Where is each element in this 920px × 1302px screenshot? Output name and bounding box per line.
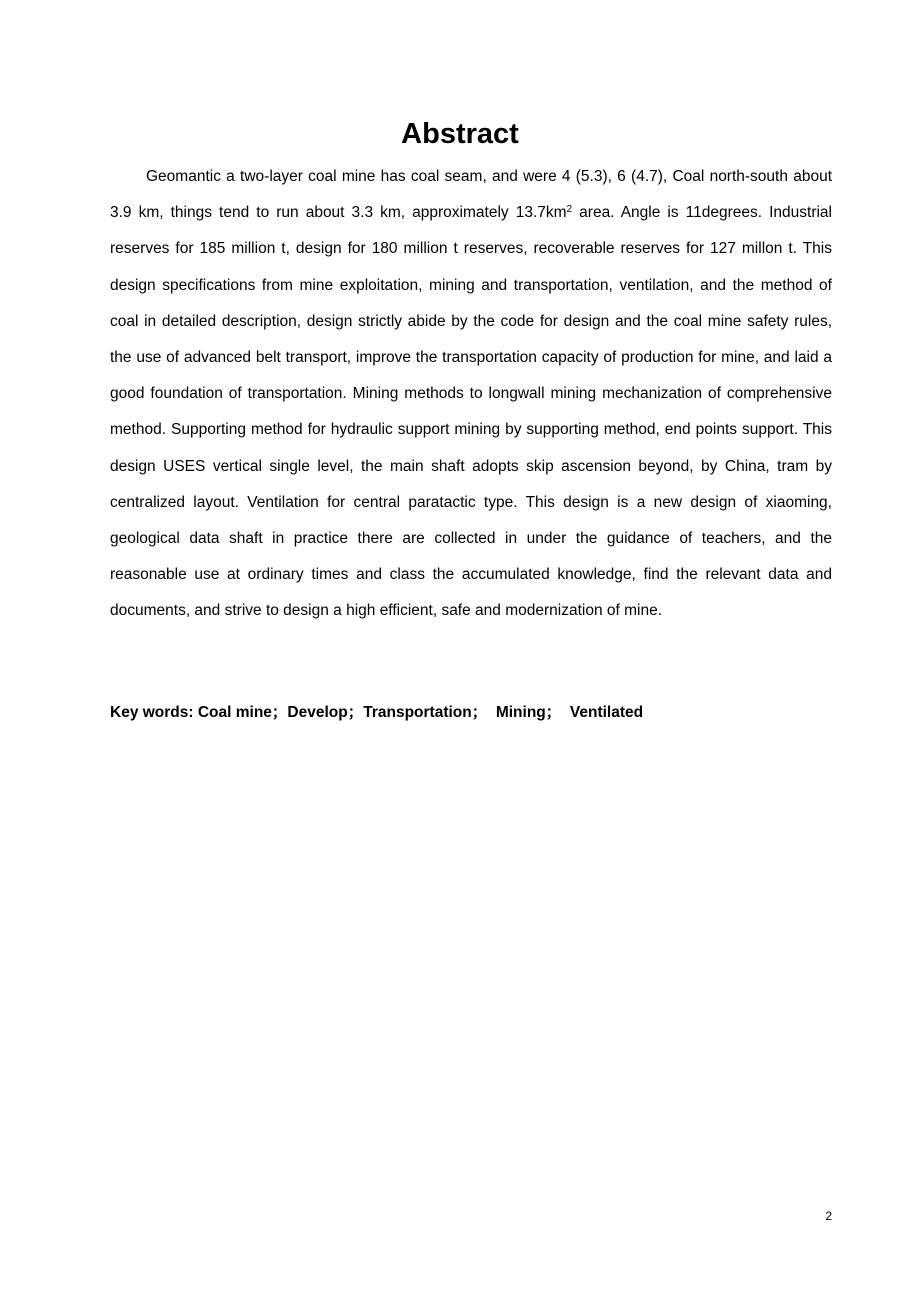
page-title: Abstract [401,118,519,150]
abstract-text-part1: Geomantic a two-layer coal mine has coal seam, and were 4 (5.3), 6 (4.7), Coal north-south about 3.9 km, things tend to run about 3.3 km, approximately 13.7km [110,168,832,222]
abstract-body [110,159,832,630]
area-unit-superscript: 2 [566,204,573,216]
page-number: 2 [825,1209,832,1223]
abstract-text-part2: area. Angle is 11degrees. Industrial reserves for 185 million t, design for 180 million t reserves, recoverable reserves for 127 millon t. This design specifications from mine exploitation, mining and transportation, ventilation, and the method of coal in detailed description, design strictly abide by the code for design and the coal mine safety rules, the use of advanced belt transport, improve the transportation capacity of production for mine, and laid a good foundation of transportation. Mining methods to longwall mining mechanization of comprehensive method. Supporting method for hydraulic support mining by supporting method, end points support. This design USES vertical single level, the main shaft adopts skip ascension beyond, by China, tram by centralized layout. Ventilation for central paratactic type. This design is a new design of xiaoming, geological data shaft in practice there are collected in under the guidance of teachers, and the reasonable use at ordinary times and class the accumulated knowledge, find the relevant data and documents, and strive to design a high efficient, safe and modernization of mine. [110,204,832,620]
key-words: Key words: Coal mine；Develop；Transportation； Mining； Ventilated [110,704,644,721]
